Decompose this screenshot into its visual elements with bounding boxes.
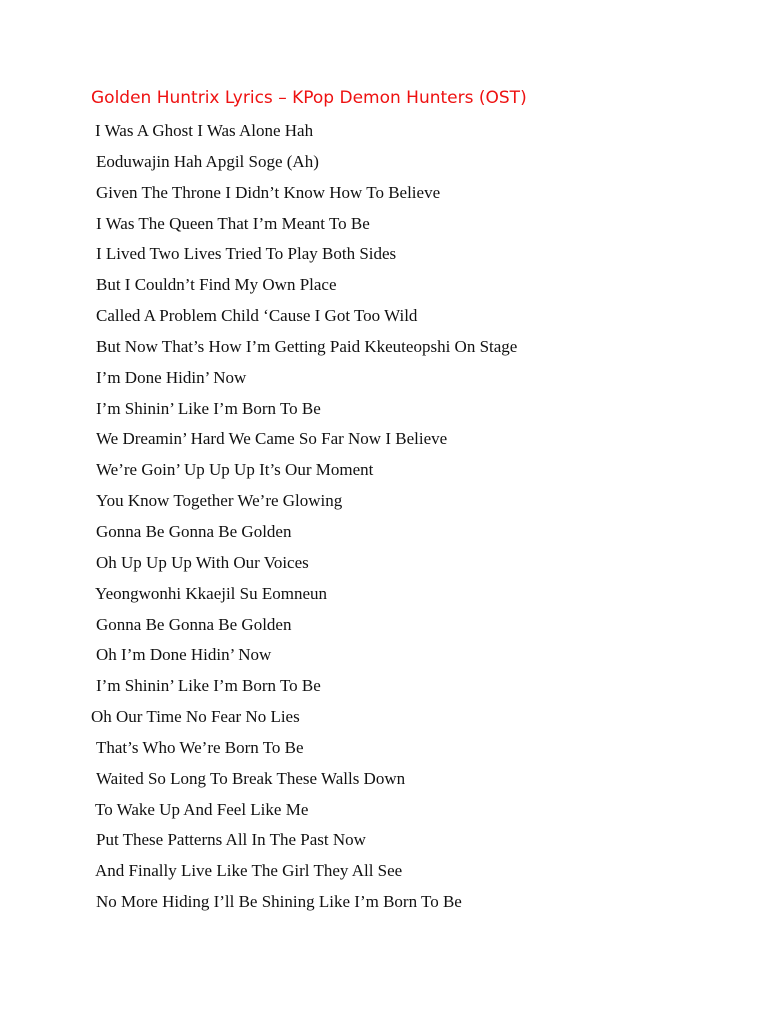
lyric-line: I’m Shinin’ Like I’m Born To Be <box>96 676 321 696</box>
lyric-line: Oh Our Time No Fear No Lies <box>91 707 300 727</box>
lyric-line: Eoduwajin Hah Apgil Soge (Ah) <box>96 151 319 171</box>
lyric-line: Gonna Be Gonna Be Golden <box>96 614 292 634</box>
lyric-line: But Now That’s How I’m Getting Paid Kkeuteopshi On Stage <box>96 336 518 356</box>
lyric-line: And Finally Live Like The Girl They All See <box>95 861 403 881</box>
lyric-line: I Was The Queen That I’m Meant To Be <box>96 213 370 233</box>
lyric-line: You Know Together We’re Glowing <box>96 491 343 511</box>
document-title: Golden Huntrix Lyrics – KPop Demon Hunters (OST) <box>91 88 527 108</box>
lyric-line: We Dreamin’ Hard We Came So Far Now I Believe <box>96 429 448 449</box>
lyric-line: I Was A Ghost I Was Alone Hah <box>95 121 314 140</box>
lyric-line: We’re Goin’ Up Up Up It’s Our Moment <box>96 460 374 480</box>
lyric-line: Gonna Be Gonna Be Golden <box>96 521 292 541</box>
lyric-line: I’m Shinin’ Like I’m Born To Be <box>96 398 321 418</box>
lyrics-list <box>0 118 768 920</box>
lyric-line: No More Hiding I’ll Be Shining Like I’m Born To Be <box>96 892 462 912</box>
lyric-line: To Wake Up And Feel Like Me <box>95 799 309 819</box>
lyric-line: I’m Done Hidin’ Now <box>96 367 247 387</box>
lyric-line: Waited So Long To Break These Walls Down <box>96 768 406 788</box>
lyric-line: Oh I’m Done Hidin’ Now <box>96 645 272 665</box>
lyric-line: That’s Who We’re Born To Be <box>96 737 304 757</box>
lyric-line: Given The Throne I Didn’t Know How To Believe <box>96 182 441 202</box>
lyric-line: Yeongwonhi Kkaejil Su Eomneun <box>95 583 328 603</box>
lyric-line: Called A Problem Child ‘Cause I Got Too Wild <box>96 306 418 326</box>
lyric-line: Oh Up Up Up With Our Voices <box>96 552 309 572</box>
lyric-line: But I Couldn’t Find My Own Place <box>96 275 337 295</box>
lyric-line: I Lived Two Lives Tried To Play Both Sides <box>96 244 397 264</box>
lyric-line: Put These Patterns All In The Past Now <box>96 830 366 850</box>
